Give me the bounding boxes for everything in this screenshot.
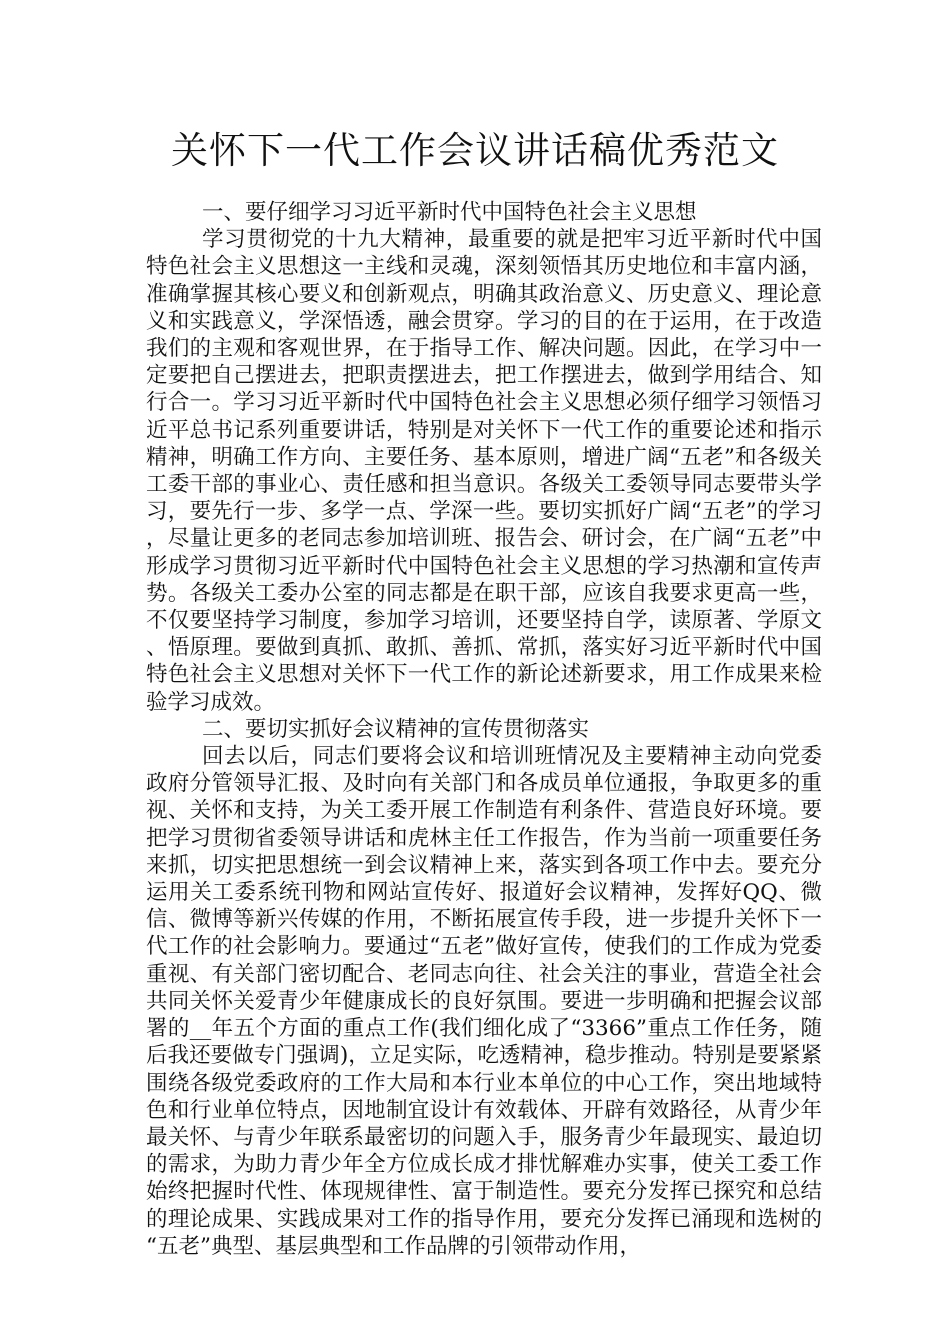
document-body <box>146 199 822 1260</box>
section-heading-2: 二、要切实抓好会议精神的宣传贯彻落实 <box>202 716 590 742</box>
section-paragraph-1: 学习贯彻党的十九大精神，最重要的就是把牢习近平新时代中国特色社会主义思想这一主线和灵魂，深刻领悟其历史地位和丰富内涵，准确掌握其核心要义和创新观点，明确其政治意义、历史意义、理论意义和实践意义，学深悟透，融会贯穿。学习的目的在于运用，在于改造我们的主观和客观世界，在于指导工作、解决问题。因此，在学习中一定要把自己摆进去，把职责摆进去，把工作摆进去，做到学用结合、知行合一。学习习近平新时代中国特色社会主义思想必须仔细学习领悟习近平总书记系列重要讲话，特别是对关怀下一代工作的重要论述和指示精神，明确工作方向、主要任务、基本原则，增进广阔“五老”和各级关工委干部的事业心、责任感和担当意识。各级关工委领导同志要带头学习，要先行一步、多学一点、学深一些。要切实抓好广阔“五老”的学习，尽量让更多的老同志参加培训班、报告会、研讨会，在广阔“五老”中形成学习贯彻习近平新时代中国特色社会主义思想的学习热潮和宣传声势。各级关工委办公室的同志都是在职干部，应该自我要求更高一些，不仅要坚持学习制度，参加学习培训，还要坚持自学，读原著、学原文、悟原理。要做到真抓、敢抓、善抓、常抓，落实好习近平新时代中国特色社会主义思想对关怀下一代工作的新论述新要求，用工作成果来检验学习成效。 <box>146 227 822 715</box>
section-paragraph-2: 回去以后，同志们要将会议和培训班情况及主要精神主动向党委政府分管领导汇报、及时向有关部门和各成员单位通报，争取更多的重视、关怀和支持，为关工委开展工作制造有利条件、营造良好环境。要把学习贯彻省委领导讲话和虎林主任工作报告，作为当前一项重要任务来抓，切实把思想统一到会议精神上来，落实到各项工作中去。要充分运用关工委系统刊物和网站宣传好、报道好会议精神，发挥好QQ、微信、微博等新兴传媒的作用，不断拓展宣传手段，进一步提升关怀下一代工作的社会影响力。要通过“五老”做好宣传，使我们的工作成为党委重视、有关部门密切配合、老同志向往、社会关注的事业，营造全社会共同关怀关爱青少年健康成长的良好氛围。要进一步明确和把握会议部署的__年五个方面的重点工作(我们细化成了“3366”重点工作任务，随后我还要做专门强调)，立足实际，吃透精神，稳步推动。特别是要紧紧围绕各级党委政府的工作大局和本行业本单位的中心工作，突出地域特色和行业单位特点，因地制宜设计有效载体、开辟有效路径，从青少年最关怀、与青少年联系最密切的问题入手，服务青少年最现实、最迫切的需求，为助力青少年全方位成长成才排忧解难办实事，使关工委工作始终把握时代性、体现规律性、富于制造性。要充分发挥已探究和总结的理论成果、实践成果对工作的指导作用，要充分发挥已涌现和选树的“五老”典型、基层典型和工作品牌的引领带动作用， <box>146 744 822 1259</box>
document-title: 关怀下一代工作会议讲话稿优秀范文 <box>171 129 779 172</box>
section-heading-1: 一、要仔细学习习近平新时代中国特色社会主义思想 <box>202 200 697 225</box>
